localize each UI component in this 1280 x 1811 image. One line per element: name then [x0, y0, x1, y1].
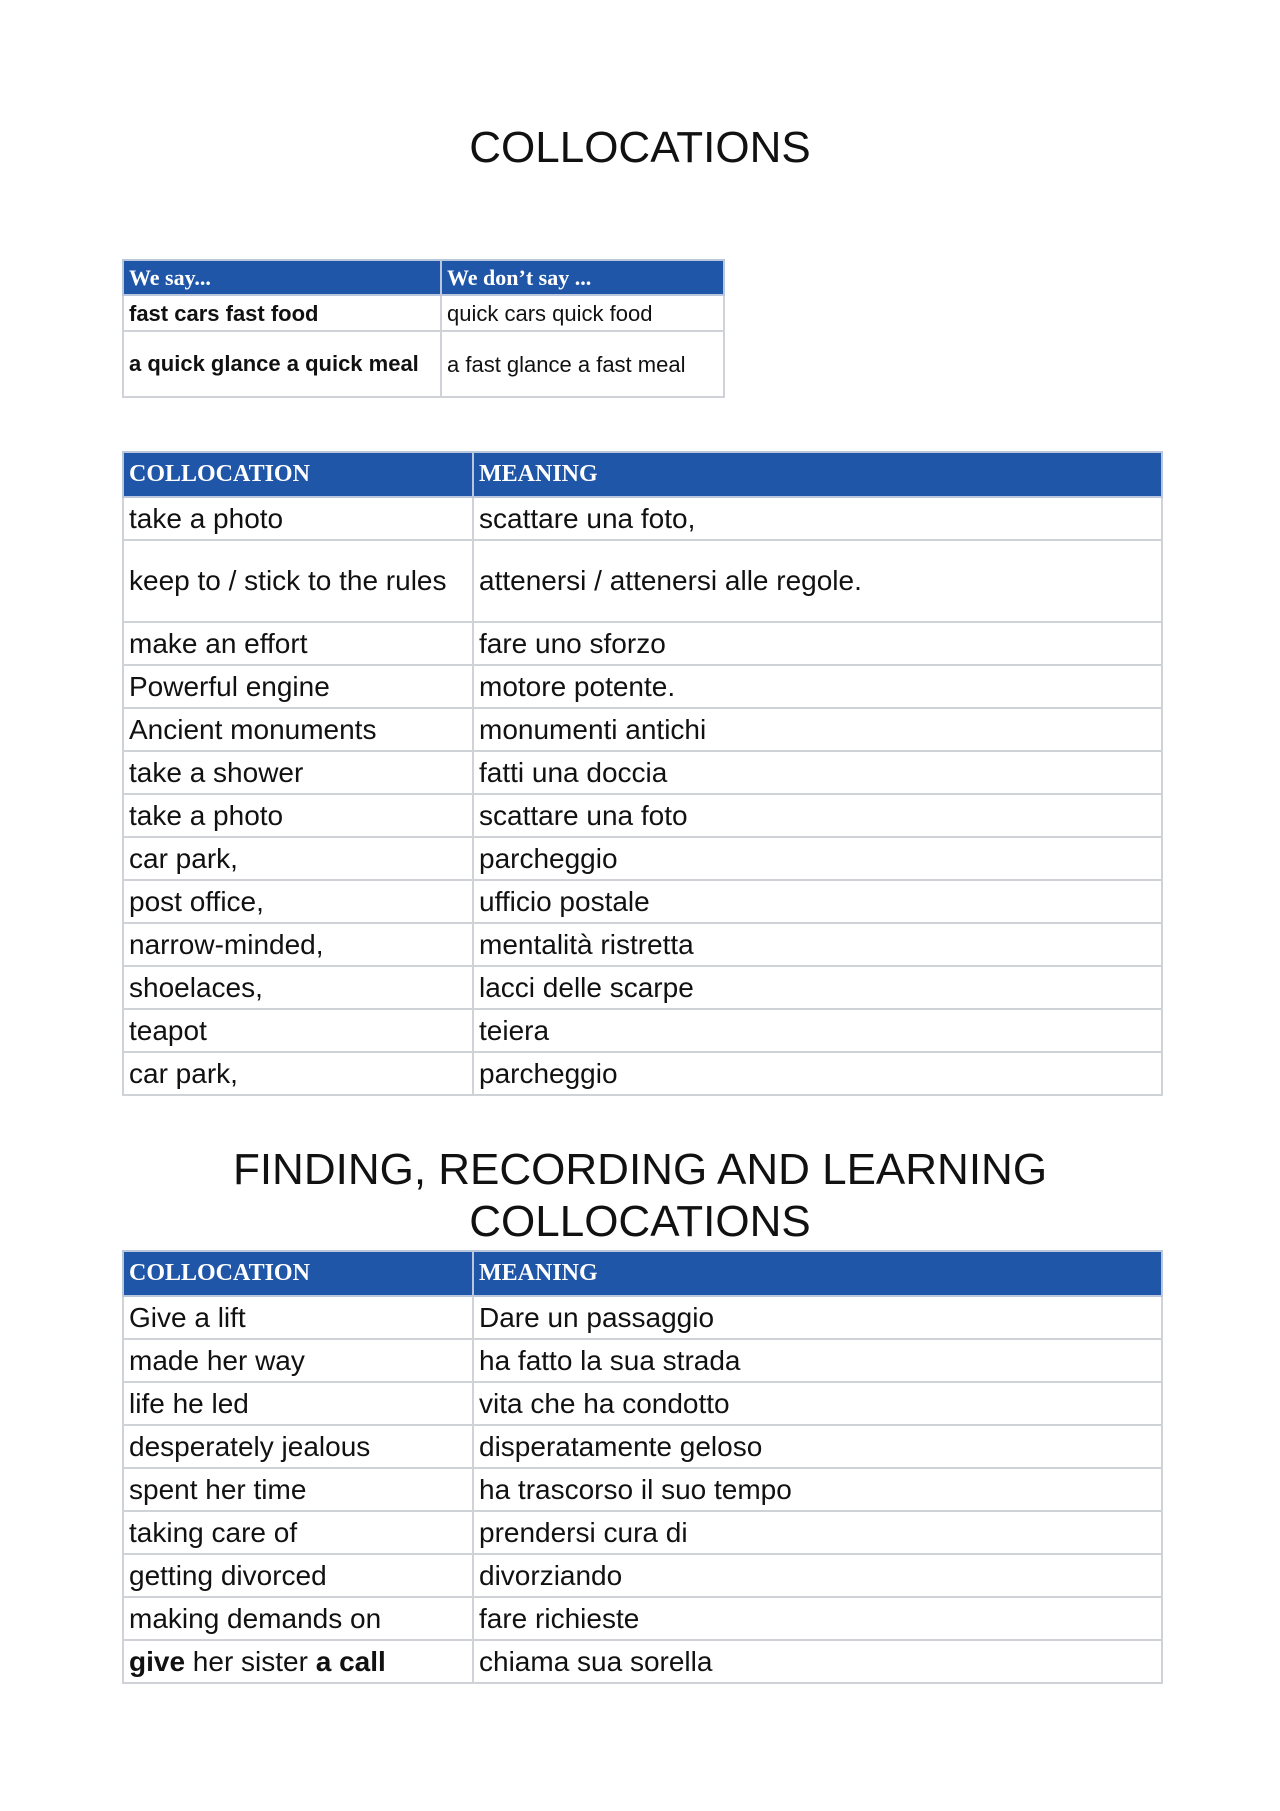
meaning-cell: attenersi / attenersi alle regole. — [473, 540, 1162, 622]
collocation-cell: post office, — [123, 880, 473, 923]
header-meaning: MEANING — [473, 1251, 1162, 1296]
table-row — [123, 1597, 1162, 1640]
meaning-cell: parcheggio — [473, 837, 1162, 880]
collocation-cell: made her way — [123, 1339, 473, 1382]
collocation-cell: Give a lift — [123, 1296, 473, 1339]
header-we-say: We say... — [123, 260, 441, 295]
collocation-cell: take a shower — [123, 751, 473, 794]
table-row — [123, 497, 1162, 540]
table-row — [123, 1468, 1162, 1511]
we-say-cell: a quick glance a quick meal — [123, 331, 441, 397]
collocation-cell: Ancient monuments — [123, 708, 473, 751]
we-dont-say-cell: quick cars quick food — [441, 295, 724, 331]
meaning-cell: vita che ha condotto — [473, 1382, 1162, 1425]
meaning-cell: fare uno sforzo — [473, 622, 1162, 665]
table-row — [123, 665, 1162, 708]
meaning-cell: teiera — [473, 1009, 1162, 1052]
meaning-cell: parcheggio — [473, 1052, 1162, 1095]
section-title: FINDING, RECORDING AND LEARNING COLLOCATIONS — [232, 1145, 1048, 1246]
collocation-cell: making demands on — [123, 1597, 473, 1640]
meaning-cell: divorziando — [473, 1554, 1162, 1597]
plain-words: her sister — [185, 1645, 316, 1677]
table-row — [123, 540, 1162, 622]
meaning-cell: ha trascorso il suo tempo — [473, 1468, 1162, 1511]
table-row — [123, 1339, 1162, 1382]
table-row — [123, 966, 1162, 1009]
table-header-row — [123, 260, 724, 295]
table-row — [123, 880, 1162, 923]
meaning-cell: prendersi cura di — [473, 1511, 1162, 1554]
table-row — [123, 1296, 1162, 1339]
table-row — [123, 1009, 1162, 1052]
collocation-cell: desperately jealous — [123, 1425, 473, 1468]
collocation-cell: Powerful engine — [123, 665, 473, 708]
table-header-row — [123, 1251, 1162, 1296]
header-collocation: COLLOCATION — [123, 1251, 473, 1296]
collocations-table — [122, 451, 1163, 1096]
collocation-cell: car park, — [123, 1052, 473, 1095]
meaning-cell: monumenti antichi — [473, 708, 1162, 751]
table-row — [123, 1052, 1162, 1095]
table-row — [123, 1640, 1162, 1683]
table-row — [123, 837, 1162, 880]
meaning-cell: ha fatto la sua strada — [473, 1339, 1162, 1382]
collocation-cell: narrow-minded, — [123, 923, 473, 966]
meaning-cell: lacci delle scarpe — [473, 966, 1162, 1009]
bold-word: give — [129, 1645, 186, 1677]
table-row — [123, 923, 1162, 966]
table-row — [123, 295, 724, 331]
page-title: COLLOCATIONS — [469, 123, 811, 172]
header-we-dont-say: We don’t say ... — [441, 260, 724, 295]
collocation-cell: take a photo — [123, 497, 473, 540]
collocation-cell — [123, 1640, 473, 1683]
we-dont-say-cell: a fast glance a fast meal — [441, 331, 724, 397]
table-row — [123, 331, 724, 397]
table-row — [123, 1511, 1162, 1554]
collocation-cell: car park, — [123, 837, 473, 880]
table-row — [123, 794, 1162, 837]
table-row — [123, 1382, 1162, 1425]
table-row — [123, 751, 1162, 794]
header-collocation: COLLOCATION — [123, 452, 473, 497]
collocation-cell: shoelaces, — [123, 966, 473, 1009]
we-say-cell: fast cars fast food — [123, 295, 441, 331]
collocation-cell: life he led — [123, 1382, 473, 1425]
meaning-cell: scattare una foto — [473, 794, 1162, 837]
meaning-cell: mentalità ristretta — [473, 923, 1162, 966]
meaning-cell: scattare una foto, — [473, 497, 1162, 540]
meaning-cell: Dare un passaggio — [473, 1296, 1162, 1339]
collocation-cell: take a photo — [123, 794, 473, 837]
table-row — [123, 1425, 1162, 1468]
collocation-cell: make an effort — [123, 622, 473, 665]
table-header-row — [123, 452, 1162, 497]
meaning-cell: chiama sua sorella — [473, 1640, 1162, 1683]
meaning-cell: fatti una doccia — [473, 751, 1162, 794]
header-meaning: MEANING — [473, 452, 1162, 497]
learning-collocations-table — [122, 1250, 1163, 1684]
we-say-table — [122, 259, 725, 398]
meaning-cell: motore potente. — [473, 665, 1162, 708]
collocation-cell: taking care of — [123, 1511, 473, 1554]
meaning-cell: disperatamente geloso — [473, 1425, 1162, 1468]
table-row — [123, 622, 1162, 665]
collocation-cell: spent her time — [123, 1468, 473, 1511]
collocation-cell: teapot — [123, 1009, 473, 1052]
bold-word: a call — [315, 1645, 386, 1677]
table-row — [123, 1554, 1162, 1597]
meaning-cell: fare richieste — [473, 1597, 1162, 1640]
collocation-cell: getting divorced — [123, 1554, 473, 1597]
meaning-cell: ufficio postale — [473, 880, 1162, 923]
collocation-cell: keep to / stick to the rules — [123, 540, 473, 622]
table-row — [123, 708, 1162, 751]
